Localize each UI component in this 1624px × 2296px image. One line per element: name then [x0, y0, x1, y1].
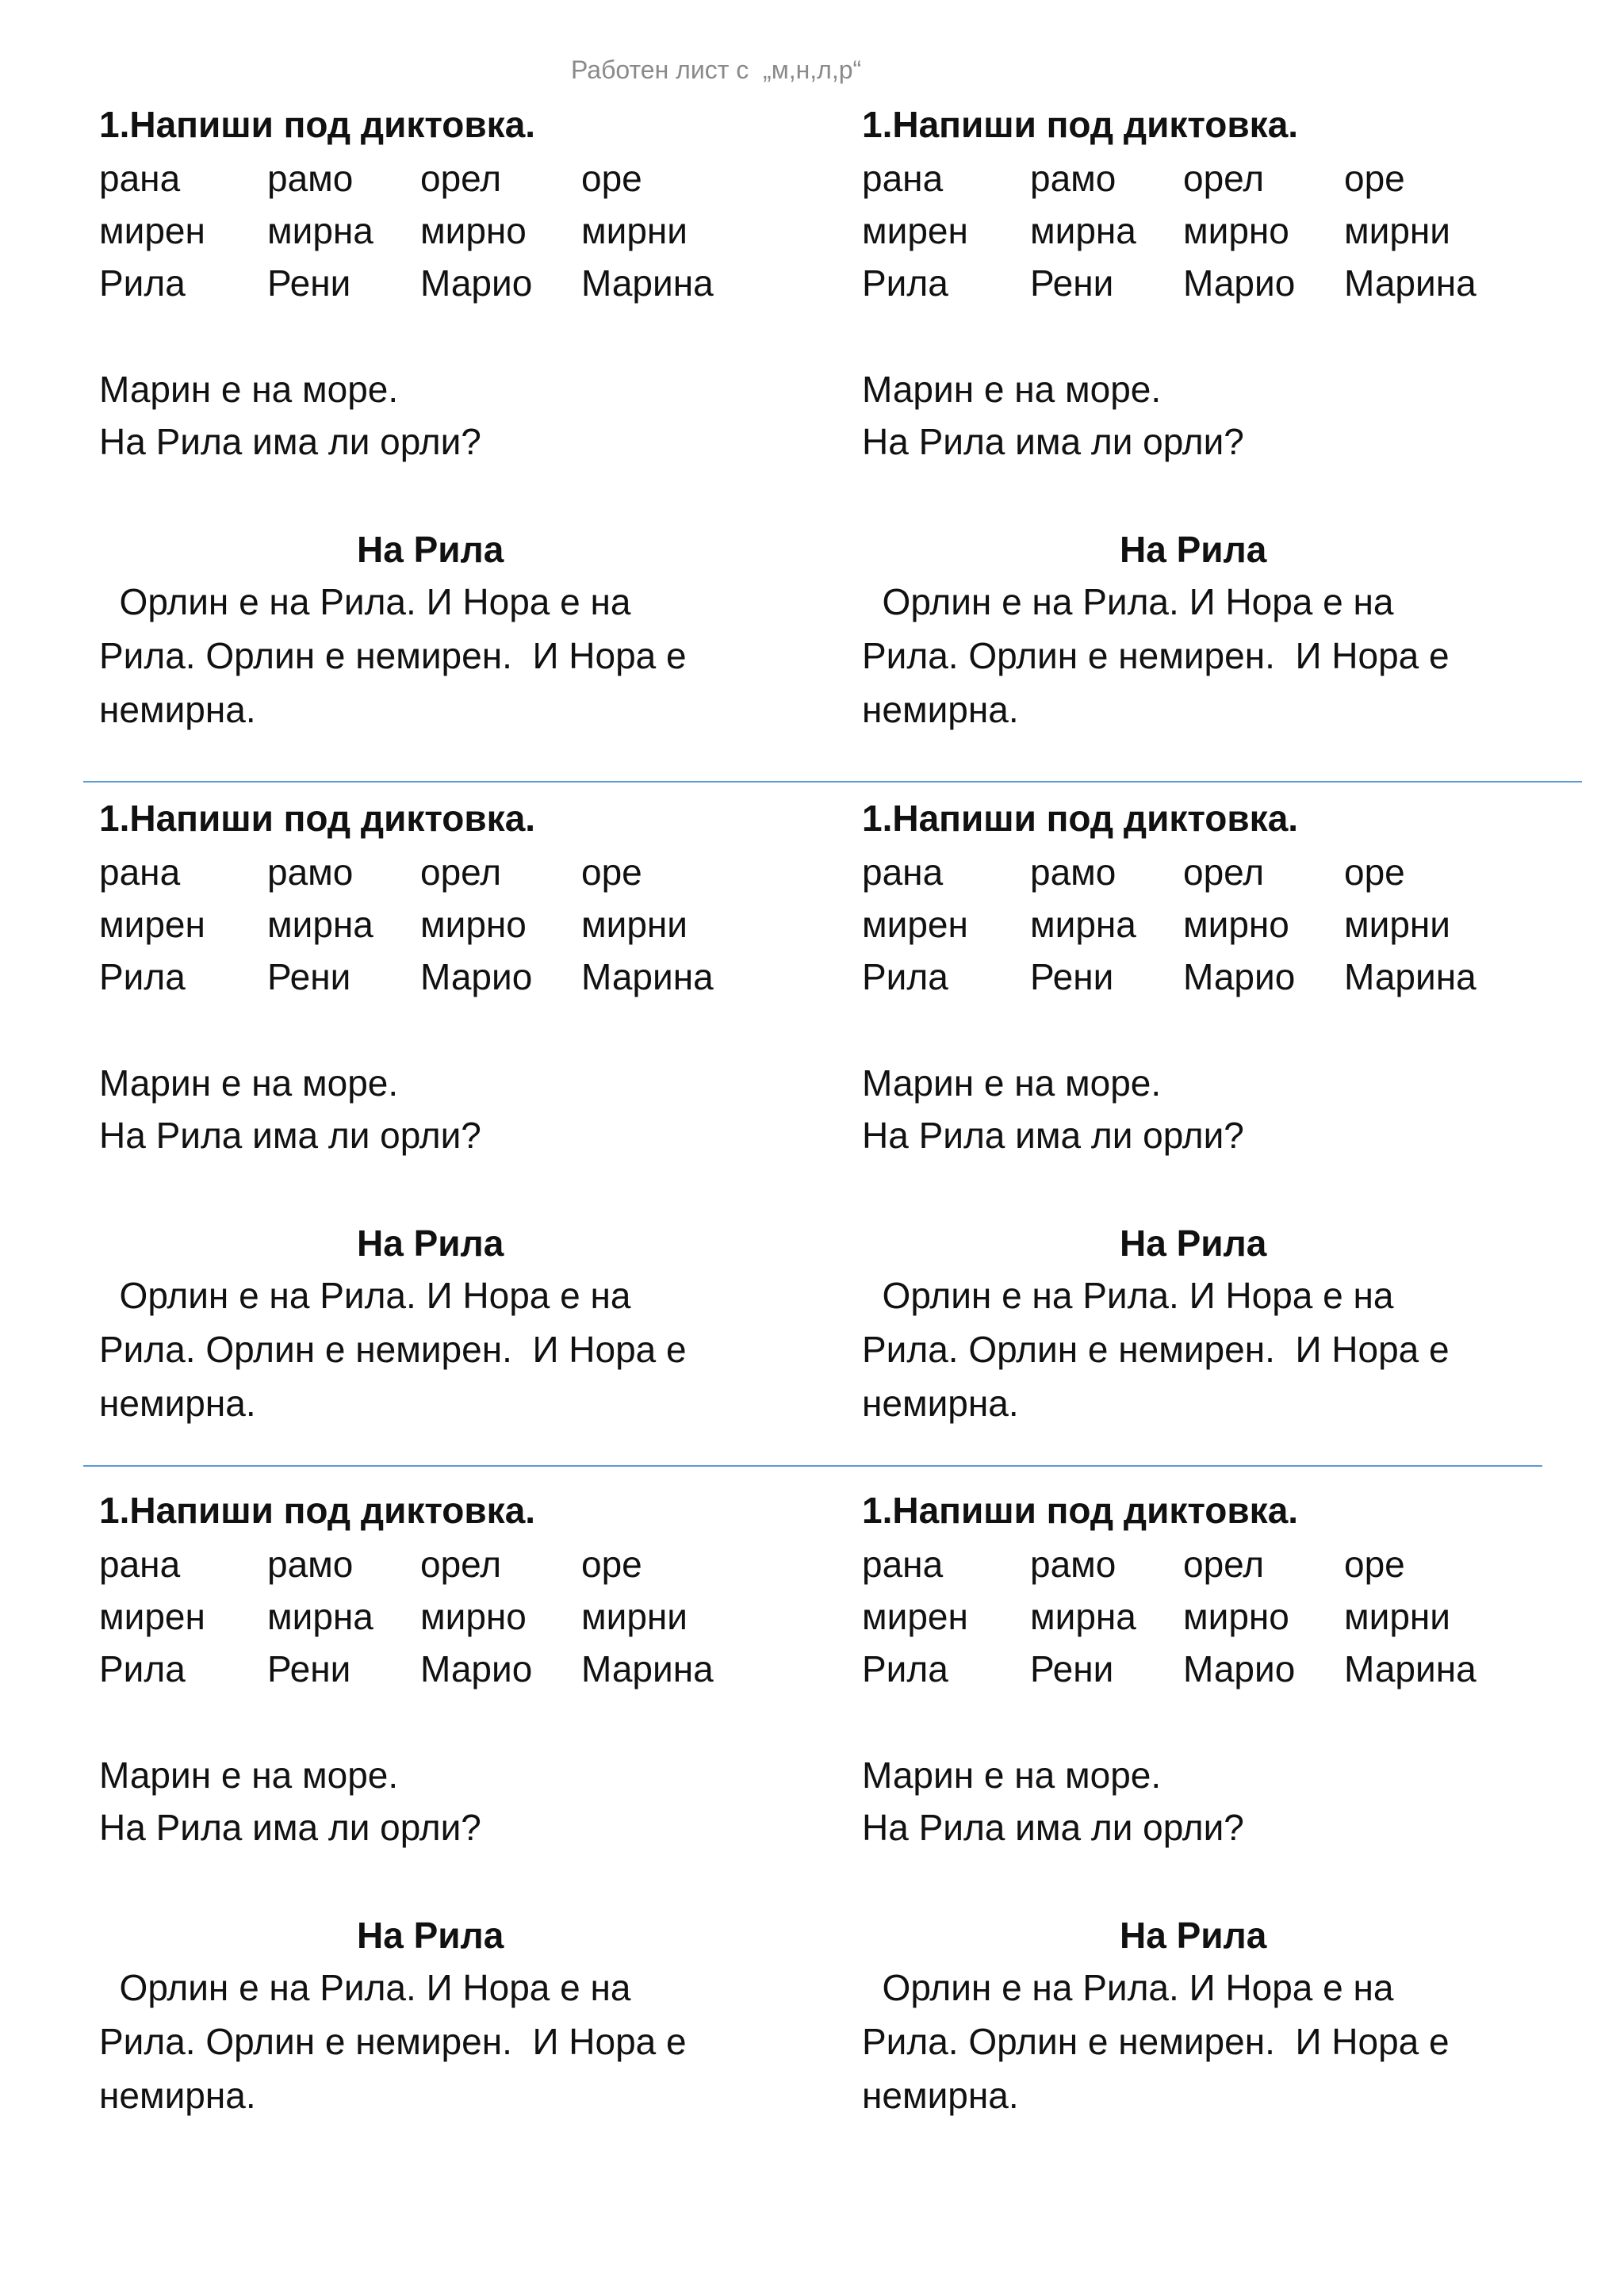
- story-title: На Рила: [357, 1223, 504, 1264]
- story-title: На Рила: [357, 1915, 504, 1956]
- sentence: На Рила има ли орли?: [99, 1807, 481, 1848]
- separator-line-1: [83, 781, 1582, 783]
- dictation-word: рамо: [1030, 851, 1116, 893]
- dictation-word: мирни: [581, 1596, 688, 1637]
- dictation-word: оре: [1344, 1544, 1405, 1585]
- sentence: Марин е на море.: [862, 1755, 1162, 1796]
- worksheet-block: [99, 103, 813, 737]
- worksheet-block: [862, 1489, 1576, 2123]
- story-title: На Рила: [357, 529, 504, 570]
- story-line: Рила. Орлин е немирен. И Нора е: [862, 635, 1450, 676]
- dictation-word: мирна: [1030, 904, 1136, 945]
- dictation-word: Рила: [862, 1648, 948, 1689]
- story-line: Орлин е на Рила. И Нора е на: [99, 581, 631, 622]
- dictation-word: рамо: [1030, 1544, 1116, 1585]
- story-line: Рила. Орлин е немирен. И Нора е: [99, 1329, 687, 1370]
- dictation-word: Рила: [862, 956, 948, 997]
- story-line: немирна.: [99, 2075, 256, 2116]
- sentence: Марин е на море.: [862, 1062, 1162, 1104]
- dictation-word: мирно: [420, 904, 527, 945]
- sentence: Марин е на море.: [862, 369, 1162, 410]
- story-line: Орлин е на Рила. И Нора е на: [862, 1275, 1394, 1316]
- dictation-word: мирен: [99, 1596, 205, 1637]
- dictation-word: орел: [1183, 1544, 1265, 1585]
- dictation-word: мирни: [1344, 210, 1451, 251]
- dictation-word: Марина: [1344, 262, 1477, 304]
- sentence: На Рила има ли орли?: [99, 1115, 481, 1156]
- story-line: немирна.: [862, 2075, 1019, 2116]
- dictation-word: мирна: [267, 1596, 373, 1637]
- task-title: 1.Напиши под диктовка.: [862, 798, 1299, 839]
- dictation-word: Марина: [581, 1648, 714, 1689]
- dictation-word: Рила: [99, 956, 186, 997]
- story-line: Рила. Орлин е немирен. И Нора е: [862, 1329, 1450, 1370]
- dictation-word: Рила: [99, 262, 186, 304]
- worksheet-block: [862, 797, 1576, 1431]
- dictation-word: орел: [1183, 158, 1265, 199]
- dictation-word: Марина: [581, 956, 714, 997]
- dictation-word: Рила: [99, 1648, 186, 1689]
- dictation-word: рамо: [1030, 158, 1116, 199]
- dictation-word: рана: [99, 851, 181, 893]
- dictation-word: орел: [1183, 851, 1265, 893]
- dictation-word: Марина: [1344, 956, 1477, 997]
- story-title: На Рила: [1120, 529, 1267, 570]
- dictation-word: Марио: [420, 262, 533, 304]
- dictation-word: мирни: [1344, 1596, 1451, 1637]
- dictation-word: мирна: [1030, 1596, 1136, 1637]
- dictation-word: Рила: [862, 262, 948, 304]
- dictation-word: оре: [1344, 851, 1405, 893]
- sentence: На Рила има ли орли?: [99, 421, 481, 462]
- dictation-word: оре: [581, 851, 642, 893]
- dictation-word: Марио: [1183, 262, 1296, 304]
- dictation-word: оре: [1344, 158, 1405, 199]
- dictation-word: орел: [420, 158, 502, 199]
- dictation-word: Рени: [267, 1648, 351, 1689]
- worksheet-block: [862, 103, 1576, 737]
- dictation-word: рамо: [267, 1544, 354, 1585]
- story-line: немирна.: [862, 1383, 1019, 1424]
- dictation-word: мирно: [1183, 904, 1289, 945]
- dictation-word: мирно: [1183, 210, 1289, 251]
- dictation-word: Марина: [1344, 1648, 1477, 1689]
- dictation-word: Марио: [420, 956, 533, 997]
- dictation-word: мирно: [420, 1596, 527, 1637]
- dictation-word: Марио: [420, 1648, 533, 1689]
- dictation-word: Марина: [581, 262, 714, 304]
- task-title: 1.Напиши под диктовка.: [862, 104, 1299, 145]
- dictation-word: мирно: [420, 210, 527, 251]
- dictation-word: рамо: [267, 158, 354, 199]
- story-line: Орлин е на Рила. И Нора е на: [99, 1275, 631, 1316]
- story-line: Рила. Орлин е немирен. И Нора е: [99, 2021, 687, 2062]
- sentence: На Рила има ли орли?: [862, 1807, 1244, 1848]
- sentence: Марин е на море.: [99, 1062, 399, 1104]
- sentence: На Рила има ли орли?: [862, 1115, 1244, 1156]
- dictation-word: мирна: [267, 904, 373, 945]
- dictation-word: рана: [862, 1544, 944, 1585]
- sentence: На Рила има ли орли?: [862, 421, 1244, 462]
- dictation-word: Рени: [267, 262, 351, 304]
- dictation-word: Марио: [1183, 956, 1296, 997]
- dictation-word: мирен: [99, 904, 205, 945]
- dictation-word: рамо: [267, 851, 354, 893]
- dictation-word: мирен: [862, 1596, 968, 1637]
- dictation-word: Рени: [1030, 956, 1114, 997]
- story-line: Орлин е на Рила. И Нора е на: [99, 1967, 631, 2008]
- task-title: 1.Напиши под диктовка.: [99, 1490, 536, 1531]
- dictation-word: мирна: [267, 210, 373, 251]
- story-line: немирна.: [99, 1383, 256, 1424]
- dictation-word: оре: [581, 1544, 642, 1585]
- task-title: 1.Напиши под диктовка.: [99, 104, 536, 145]
- dictation-word: Рени: [1030, 262, 1114, 304]
- sentence: Марин е на море.: [99, 1755, 399, 1796]
- worksheet-block: [99, 797, 813, 1431]
- task-title: 1.Напиши под диктовка.: [862, 1490, 1299, 1531]
- dictation-word: Марио: [1183, 1648, 1296, 1689]
- dictation-word: орел: [420, 851, 502, 893]
- dictation-word: Рени: [1030, 1648, 1114, 1689]
- page-header: Работен лист с „м,н,л,р“: [571, 55, 862, 84]
- story-title: На Рила: [1120, 1915, 1267, 1956]
- story-line: немирна.: [862, 689, 1019, 730]
- dictation-word: мирни: [581, 904, 688, 945]
- story-line: Орлин е на Рила. И Нора е на: [862, 581, 1394, 622]
- story-title: На Рила: [1120, 1223, 1267, 1264]
- separator-line-2: [83, 1465, 1542, 1467]
- dictation-word: рана: [99, 158, 181, 199]
- dictation-word: мирна: [1030, 210, 1136, 251]
- dictation-word: рана: [862, 851, 944, 893]
- dictation-word: мирни: [1344, 904, 1451, 945]
- dictation-word: мирен: [862, 904, 968, 945]
- story-line: Рила. Орлин е немирен. И Нора е: [862, 2021, 1450, 2062]
- dictation-word: мирно: [1183, 1596, 1289, 1637]
- story-line: Рила. Орлин е немирен. И Нора е: [99, 635, 687, 676]
- story-line: Орлин е на Рила. И Нора е на: [862, 1967, 1394, 2008]
- dictation-word: орел: [420, 1544, 502, 1585]
- worksheet-block: [99, 1489, 813, 2123]
- dictation-word: мирен: [99, 210, 205, 251]
- task-title: 1.Напиши под диктовка.: [99, 798, 536, 839]
- dictation-word: рана: [862, 158, 944, 199]
- sentence: Марин е на море.: [99, 369, 399, 410]
- dictation-word: рана: [99, 1544, 181, 1585]
- dictation-word: мирни: [581, 210, 688, 251]
- dictation-word: мирен: [862, 210, 968, 251]
- dictation-word: Рени: [267, 956, 351, 997]
- dictation-word: оре: [581, 158, 642, 199]
- story-line: немирна.: [99, 689, 256, 730]
